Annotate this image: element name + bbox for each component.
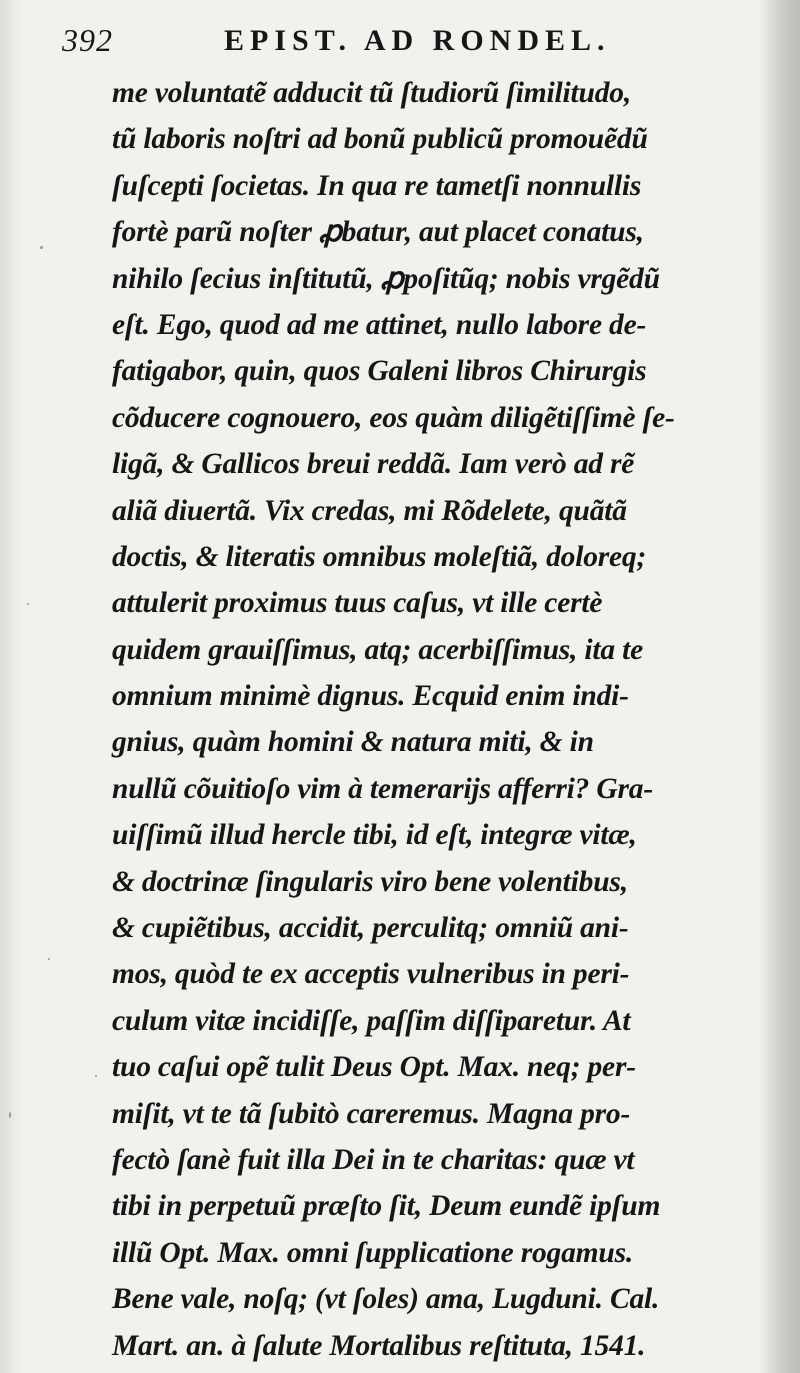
text-line: & doctrinæ ſingularis viro bene volentibus,	[112, 865, 628, 898]
text-line: ligã, & Gallicos breui reddã. Iam verò ad rẽ	[112, 448, 635, 481]
text-line: uiſſimũ illud hercle tibi, id eſt, integræ vitæ,	[112, 819, 637, 852]
text-line: tibi in perpetuũ præſto ſit, Deum eundẽ ipſum	[112, 1190, 661, 1223]
text-line: tũ laboris noſtri ad bonũ publicũ promouẽdũ	[112, 123, 648, 156]
text-line: illũ Opt. Max. omni ſupplicatione rogamus.	[112, 1236, 634, 1269]
text-line: nullũ cõuitioſo vim à temerarijs afferri? Gra-	[112, 772, 653, 805]
letter-body	[112, 70, 762, 1369]
text-line: culum vitæ incidiſſe, paſſim diſſiparetur. At	[112, 1004, 631, 1037]
paper-speck	[95, 1075, 97, 1077]
running-head: EPIST. AD RONDEL.	[224, 24, 611, 57]
page-number: 392	[62, 22, 113, 58]
text-line: fortè parũ noſter ꝓbatur, aut placet conatus,	[112, 216, 644, 249]
paper-speck	[40, 246, 43, 249]
page-header	[62, 14, 762, 64]
paper-speck	[9, 1112, 11, 1118]
text-line: doctis, & literatis omnibus moleſtiã, doloreq;	[112, 540, 647, 573]
text-line: mos, quòd te ex acceptis vulneribus in peri-	[112, 958, 630, 991]
page-edge-shadow	[758, 0, 800, 1373]
text-line: Bene vale, noſq; (vt ſoles) ama, Lugduni. Cal.	[112, 1283, 660, 1316]
text-line: omnium minimè dignus. Ecquid enim indi-	[112, 680, 629, 713]
text-line: gnius, quàm homini & natura miti, & in	[112, 726, 594, 759]
text-line: fatigabor, quin, quos Galeni libros Chirurgis	[112, 355, 647, 388]
text-line: & cupiẽtibus, accidit, perculitq; omniũ ani-	[112, 912, 629, 945]
text-line: attulerit proximus tuus caſus, vt ille certè	[112, 587, 603, 620]
text-line: aliã diuertã. Vix credas, mi Rõdelete, quãtã	[112, 494, 627, 527]
text-line: ſuſcepti ſocietas. In qua re tametſi nonnullis	[112, 169, 642, 202]
text-line: nihilo ſecius inſtitutũ, ꝓpoſitũq; nobis vrgẽdũ	[112, 262, 660, 295]
text-line: tuo caſui opẽ tulit Deus Opt. Max. neq; per-	[112, 1051, 636, 1084]
paper-speck	[48, 958, 50, 960]
text-line: fectò ſanè fuit illa Dei in te charitas: quæ vt	[112, 1143, 635, 1176]
paper-speck	[27, 603, 29, 605]
text-line: miſit, vt te tã ſubitò careremus. Magna pro-	[112, 1097, 631, 1130]
text-line: Mart. an. à ſalute Mortalibus reſtituta, 1541.	[112, 1329, 646, 1362]
text-line: me voluntatẽ adducit tũ ſtudiorũ ſimilitudo,	[112, 77, 631, 109]
text-line: cõducere cognouero, eos quàm diligẽtiſſimè ſe-	[112, 401, 675, 434]
text-line: eſt. Ego, quod ad me attinet, nullo labore de-	[112, 308, 647, 341]
page-gutter-shadow	[0, 0, 22, 1373]
text-line: quidem grauiſſimus, atq; acerbiſſimus, ita te	[112, 633, 644, 666]
